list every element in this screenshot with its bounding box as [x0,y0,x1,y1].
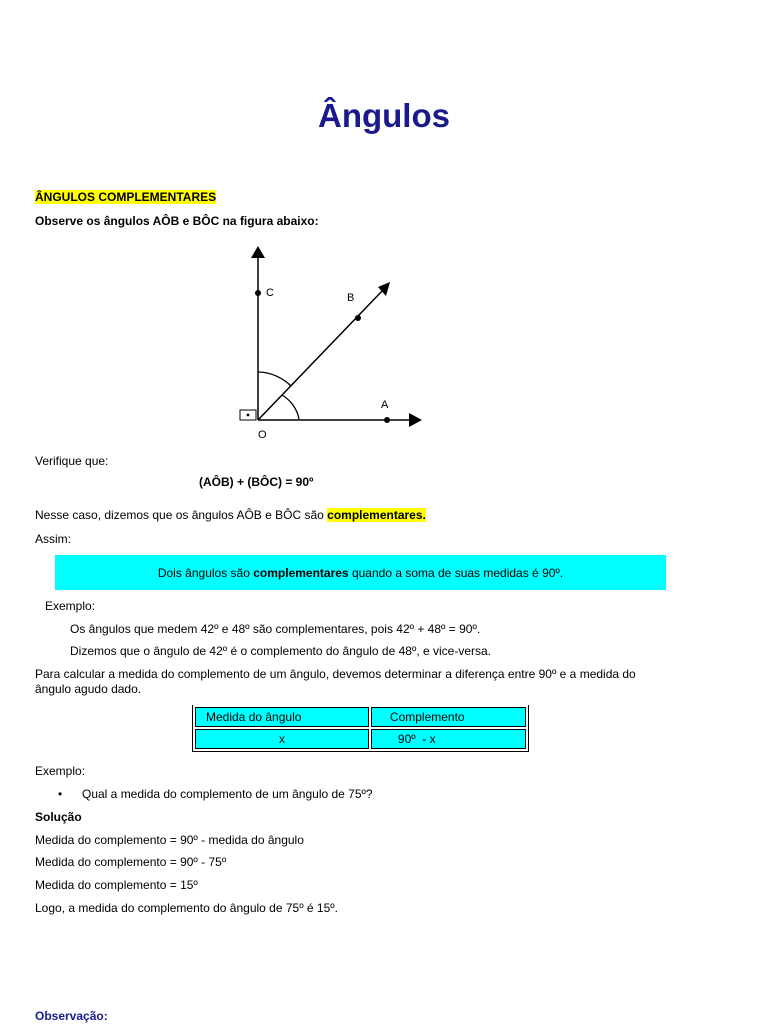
definition-bold: complementares [253,565,349,580]
table-header-cell: Complemento [371,707,526,727]
table-header-cell: Medida do ângulo [195,707,369,727]
solution-line: Medida do complemento = 15º [35,878,198,892]
arrow-up [251,246,265,258]
point-a [384,417,390,423]
solution-line: Medida do complemento = 90º - 75º [35,855,227,869]
example1-label: Exemplo: [45,599,96,613]
example2-question: • Qual a medida do complemento de um ângulo de 75º? [82,787,373,801]
page-title: Ângulos [318,97,450,134]
point-b [355,315,361,321]
conclusion-line [35,508,426,522]
calc-line1: Para calcular a medida do complemento de um ângulo, devemos determinar a diferença entre 90º e a medida do [35,667,636,681]
definition-post: quando a soma de suas medidas é 90º. [348,565,564,580]
assim-label: Assim: [35,532,71,546]
solution-line: Logo, a medida do complemento do ângulo de 75º é 15º. [35,901,338,915]
figure-intro: Observe os ângulos AÔB e BÔC na figura abaixo: [35,214,319,228]
complement-table [192,705,529,752]
definition-box [55,555,666,590]
label-c: C [266,287,274,299]
label-a: A [381,399,389,411]
arrow-right [409,413,422,427]
solution-line: Medida do complemento = 90º - medida do ângulo [35,833,304,847]
conclusion-text: Nesse caso, dizemos que os ângulos AÔB e BÔC são [35,508,328,522]
verify-label: Verifique que: [35,454,109,468]
table-row [195,729,526,749]
table-header-row [195,707,526,727]
example1-line2: Dizemos que o ângulo de 42º é o complemento do ângulo de 48º, e vice-versa. [70,644,492,658]
definition-pre: Dois ângulos são [157,565,254,580]
section-heading: ÂNGULOS COMPLEMENTARES [35,190,217,204]
table-cell: x [195,729,369,749]
conclusion-highlight: complementares. [327,508,426,522]
right-angle-dot [247,414,250,417]
arc-boc [258,372,291,386]
calc-line2: ângulo agudo dado. [35,682,142,696]
label-b: B [347,292,355,304]
table-cell: 90º - x [371,729,526,749]
arc-aob [282,395,299,419]
solution-heading: Solução [35,810,82,824]
point-c [255,290,261,296]
example2-label: Exemplo: [35,764,86,778]
equation: (AÔB) + (BÔC) = 90º [199,475,314,489]
observation-heading: Observação: [35,1009,108,1023]
example1-line1: Os ângulos que medem 42º e 48º são complementares, pois 42º + 48º = 90º. [70,622,481,636]
angle-figure [230,240,430,450]
ray-ob [258,290,383,420]
label-o: O [258,429,267,441]
